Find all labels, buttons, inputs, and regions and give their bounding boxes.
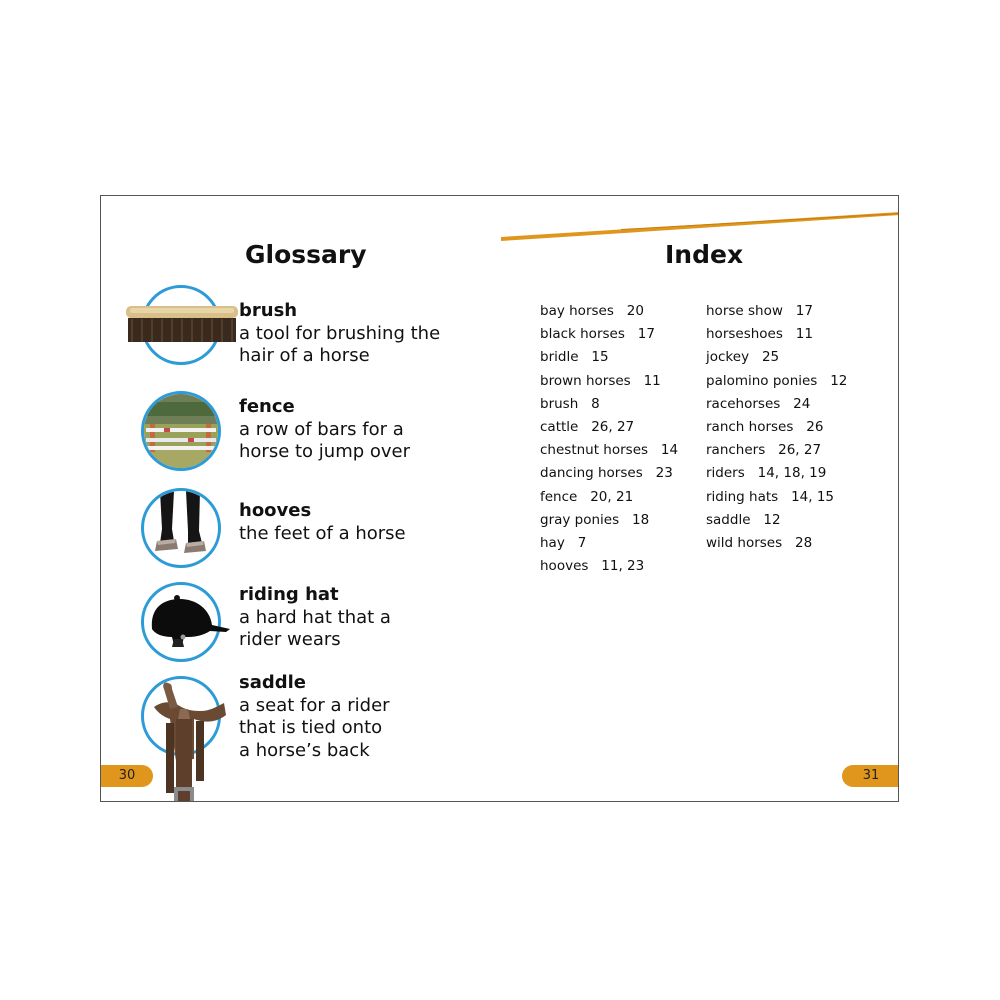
index-entry: fence 20, 21 bbox=[540, 488, 634, 505]
index-entry: saddle 12 bbox=[706, 511, 781, 528]
index-column-1 bbox=[540, 302, 678, 580]
index-entry: horse show 17 bbox=[706, 303, 813, 319]
glossary-description: the feet of a horse bbox=[239, 522, 406, 544]
index-entry: gray ponies 18 bbox=[540, 511, 650, 528]
index-entry: dancing horses 23 bbox=[540, 465, 673, 482]
fence-icon bbox=[141, 391, 221, 471]
glossary-description: a tool for brushing the hair of a horse bbox=[239, 322, 441, 367]
index-entry: hooves 11, 23 bbox=[540, 558, 645, 575]
index-entry: ranchers 26, 27 bbox=[706, 442, 822, 459]
index-entry: bridle 15 bbox=[540, 349, 609, 366]
glossary-definition bbox=[239, 500, 499, 545]
glossary-page bbox=[101, 196, 501, 801]
book-spread bbox=[100, 195, 899, 802]
saddle-icon bbox=[141, 676, 221, 756]
index-entry: bay horses 20 bbox=[540, 303, 644, 319]
index-entry: horseshoes 11 bbox=[706, 326, 813, 343]
page-number-right: 31 bbox=[842, 765, 899, 787]
glossary-definition bbox=[239, 584, 499, 652]
glossary-term: saddle bbox=[239, 672, 307, 693]
index-entry: chestnut horses 14 bbox=[540, 442, 679, 459]
index-title: Index bbox=[665, 240, 744, 269]
index-entry: ranch horses 26 bbox=[706, 418, 824, 435]
index-entry: riding hats 14, 15 bbox=[706, 488, 835, 505]
glossary-description: a seat for a rider that is tied onto a horse’s back bbox=[239, 694, 390, 762]
index-entry: brush 8 bbox=[540, 395, 600, 412]
glossary-term: riding hat bbox=[239, 584, 339, 605]
glossary-description: a row of bars for a horse to jump over bbox=[239, 418, 411, 463]
glossary-definition bbox=[239, 396, 499, 464]
index-entry: jockey 25 bbox=[706, 349, 780, 366]
index-entry: palomino ponies 12 bbox=[706, 372, 848, 389]
index-entry: hay 7 bbox=[540, 534, 587, 551]
index-entry: brown horses 11 bbox=[540, 372, 661, 389]
index-entry: racehorses 24 bbox=[706, 395, 811, 412]
glossary-definition bbox=[239, 300, 499, 368]
index-entry: wild horses 28 bbox=[706, 534, 813, 551]
riding-hat-icon bbox=[141, 582, 221, 662]
brush-icon bbox=[141, 285, 221, 365]
index-entry: riders 14, 18, 19 bbox=[706, 465, 827, 482]
glossary-title: Glossary bbox=[245, 240, 367, 269]
glossary-description: a hard hat that a rider wears bbox=[239, 606, 391, 651]
glossary-term: hooves bbox=[239, 500, 312, 521]
page-number-left: 30 bbox=[101, 765, 153, 787]
index-entry: black horses 17 bbox=[540, 326, 655, 343]
hooves-icon bbox=[141, 488, 221, 568]
index-column-2 bbox=[706, 302, 847, 557]
glossary-term: fence bbox=[239, 396, 295, 417]
glossary-definition bbox=[239, 672, 499, 763]
index-entry: cattle 26, 27 bbox=[540, 418, 635, 435]
glossary-term: brush bbox=[239, 300, 298, 321]
index-page bbox=[501, 196, 899, 801]
